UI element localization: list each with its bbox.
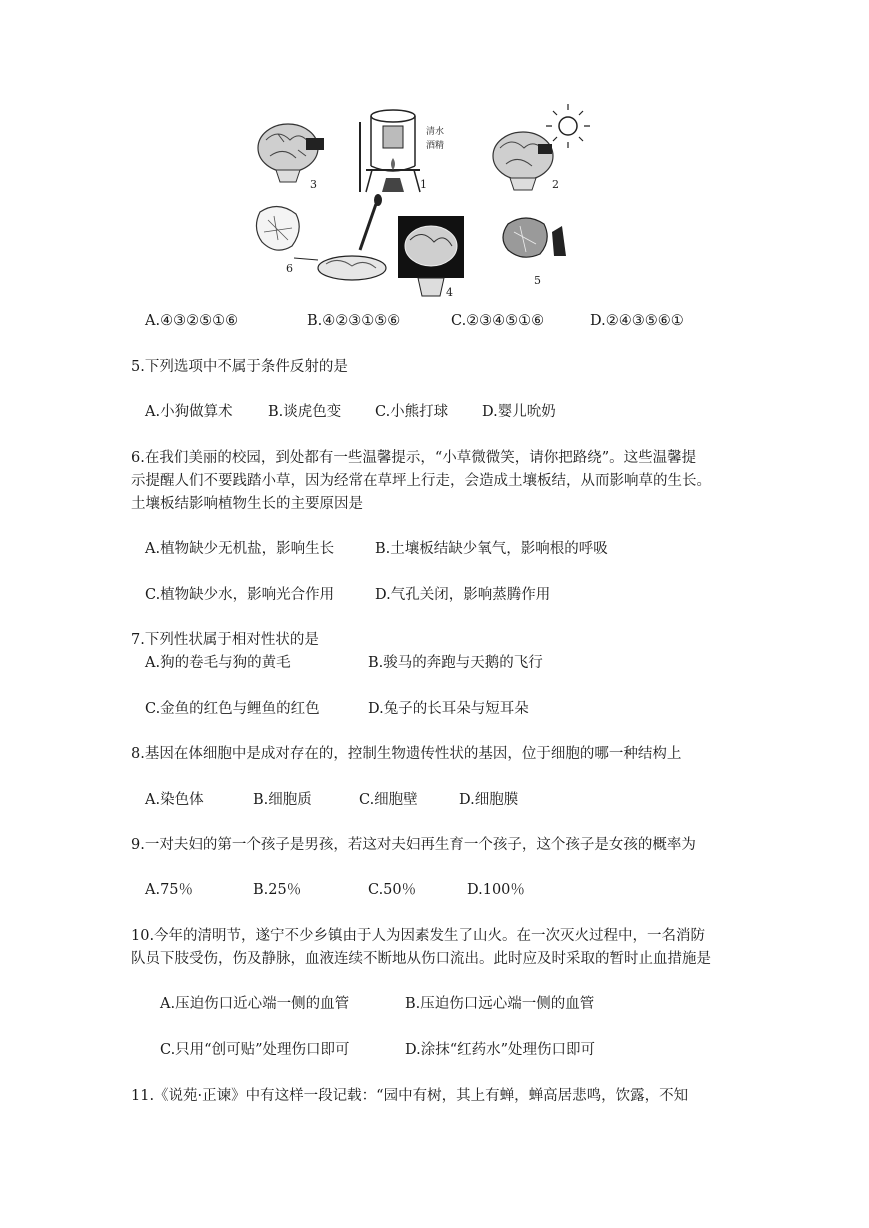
q7-option-a: A.狗的卷毛与狗的黄毛: [145, 655, 291, 671]
beaker-apparatus-1: [360, 110, 444, 192]
q5-stem: 5.下列选项中不属于条件反射的是: [131, 359, 348, 375]
q4-option-b: B.④②③①⑤⑥: [307, 313, 401, 329]
q10-option-a: A.压迫伤口近心端一侧的血管: [160, 996, 350, 1012]
figure-label-6: 6: [286, 262, 293, 275]
q5-option-d: D.婴儿吮奶: [482, 404, 556, 420]
q10-option-b: B.压迫伤口远心端一侧的血管: [405, 996, 595, 1012]
q11-stem: 11.《说苑·正谏》中有这样一段记载：“园中有树，其上有蝉，蝉高居悲鸣，饮露，不知: [131, 1088, 689, 1104]
sun-icon: [546, 104, 590, 148]
q9-option-d: D.100％: [467, 882, 525, 898]
q7-option-b: B.骏马的奔跑与天鹅的飞行: [368, 655, 543, 671]
q9-option-b: B.25％: [253, 882, 302, 898]
figure-label-4: 4: [446, 286, 453, 299]
q9-option-a: A.75％: [145, 882, 194, 898]
q9-option-c: C.50％: [368, 882, 417, 898]
figure-label-2: 2: [552, 178, 559, 191]
q8-option-c: C.细胞壁: [359, 792, 418, 808]
q10-stem-line-1: 10.今年的清明节，遂宁不少乡镇由于人为因素发生了山火。在一次灭火过程中，一名消防: [131, 928, 706, 944]
figure-label-5: 5: [534, 274, 541, 287]
q6-option-d: D.气孔关闭，影响蒸腾作用: [375, 587, 551, 603]
q9-stem: 9.一对夫妇的第一个孩子是男孩，若这对夫妇再生育一个孩子，这个孩子是女孩的概率为: [131, 837, 696, 853]
q6-stem-line-1: 6.在我们美丽的校园，到处都有一些温馨提示，“小草微微笑，请你把路绕”。这些温馨提: [131, 450, 697, 466]
beaker-alcohol-label: 酒精: [426, 141, 445, 151]
q5-option-a: A.小狗做算术: [145, 404, 233, 420]
figure-label-1: 1: [420, 178, 427, 191]
q8-option-b: B.细胞质: [253, 792, 312, 808]
q4-option-c: C.②③④⑤①⑥: [451, 313, 545, 329]
q10-stem-line-2: 队员下肢受伤，伤及静脉，血液连续不断地从伤口流出。此时应及时采取的暂时止血措施是: [131, 951, 711, 967]
dish-dropper-illustration: [318, 194, 386, 280]
q10-option-c: C.只用“创可贴”处理伤口即可: [160, 1042, 350, 1058]
q6-option-a: A.植物缺少无机盐，影响生长: [145, 541, 335, 557]
q8-option-d: D.细胞膜: [459, 792, 519, 808]
q6-option-c: C.植物缺少水，影响光合作用: [145, 587, 335, 603]
q4-option-d: D.②④③⑤⑥①: [590, 313, 684, 329]
q7-option-c: C.金鱼的红色与鲤鱼的红色: [145, 701, 320, 717]
leaf-5-illustration: [503, 218, 566, 287]
plant-2-illustration: [493, 132, 559, 191]
q5-option-b: B.谈虎色变: [268, 404, 342, 420]
leaf-6-illustration: [256, 206, 318, 275]
q8-stem: 8.基因在体细胞中是成对存在的，控制生物遗传性状的基因，位于细胞的哪一种结构上: [131, 746, 682, 762]
q7-option-d: D.兔子的长耳朵与短耳朵: [368, 701, 529, 717]
q7-stem: 7.下列性状属于相对性状的是: [131, 632, 319, 648]
figure-label-3: 3: [310, 178, 317, 191]
q6-option-b: B.土壤板结缺少氧气，影响根的呼吸: [375, 541, 608, 557]
q4-option-a: A.④③②⑤①⑥: [145, 313, 239, 329]
plant-4-box-illustration: [398, 216, 464, 299]
beaker-water-label: 清水: [426, 127, 445, 137]
experiment-figure: [248, 100, 608, 310]
q5-option-c: C.小熊打球: [375, 404, 449, 420]
q8-option-a: A.染色体: [145, 792, 204, 808]
q6-stem-line-3: 土壤板结影响植物生长的主要原因是: [131, 496, 363, 512]
q6-stem-line-2: 示提醒人们不要践踏小草，因为经常在草坪上行走，会造成土壤板结，从而影响草的生长。: [131, 473, 711, 489]
q10-option-d: D.涂抹“红药水”处理伤口即可: [405, 1042, 596, 1058]
plant-3-illustration: [258, 124, 324, 191]
